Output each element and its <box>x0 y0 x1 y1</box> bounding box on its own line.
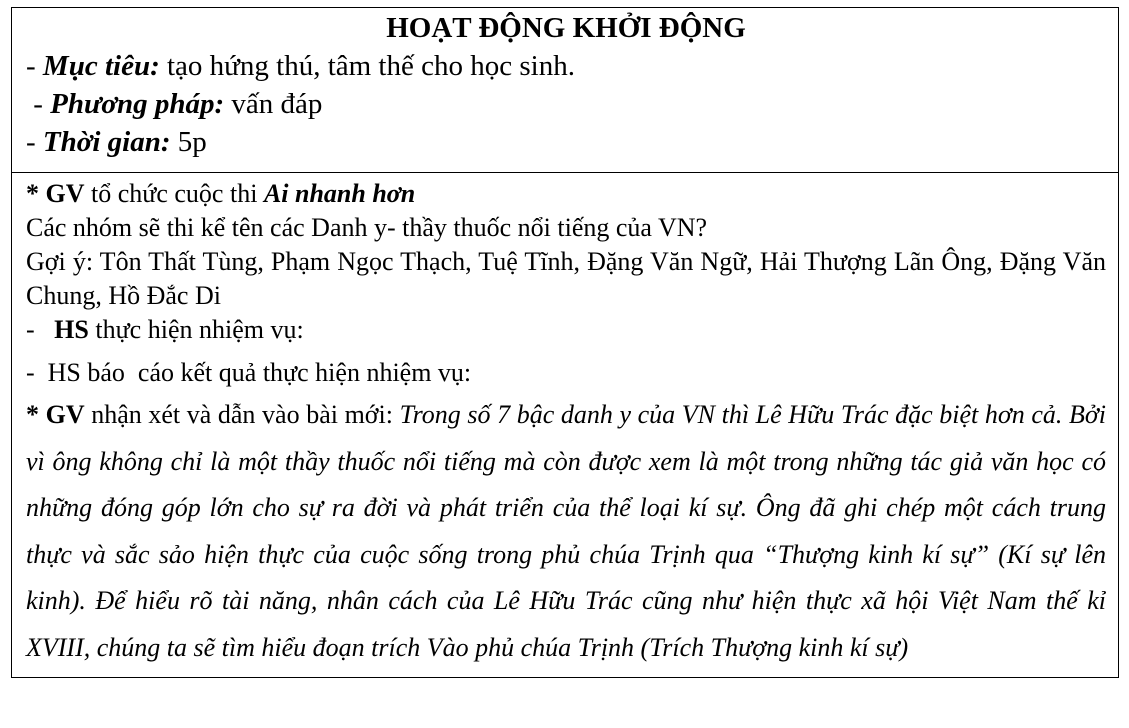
method-value: vấn đáp <box>224 88 323 120</box>
comment-teacher-label: GV <box>45 400 85 429</box>
comment-italic-text: Trong số 7 bậc danh y của VN thì Lê Hữu Trác đặc biệt hơn cả. Bởi vì ông không chỉ là một thầy thuốc nổi tiếng mà còn được xem là một trong những tác giả văn học có những đóng góp lớn cho sự ra đời và phát triển của thể loại kí sự. Ông đã ghi chép một cách trung thực và sắc sảo hiện thực của cuộc sống trong phủ chúa Trịnh qua “Thượng kinh kí sự” (Kí sự lên kinh). Để hiểu rõ tài năng, nhân cách của Lê Hữu Trác cũng như hiện thực xã hội Việt Nam thế kỉ XVIII, chúng ta sẽ tìm hiểu đoạn trích Vào phủ chúa Trịnh (Trích Thượng kinh kí sự) <box>26 400 1106 662</box>
contest-name: Ai nhanh hơn <box>263 179 416 208</box>
method-label: Phương pháp: <box>50 88 225 120</box>
objective-value: tạo hứng thú, tâm thế cho học sinh. <box>159 50 575 82</box>
contest-prefix: * <box>26 179 46 208</box>
teacher-comment-paragraph <box>26 392 1106 671</box>
objectives-cell <box>12 8 1118 173</box>
objective-line: - Mục tiêu: tạo hứng thú, tâm thế cho học sinh. <box>26 50 575 82</box>
time-label: Thời gian: <box>42 126 171 158</box>
time-value: 5p <box>170 126 207 158</box>
contest-text: tổ chức cuộc thi <box>84 179 264 208</box>
student-label: HS <box>54 315 89 344</box>
method-line: - Phương pháp: vấn đáp <box>26 88 323 120</box>
time-line: - Thời gian: 5p <box>26 126 207 158</box>
student-task-text: thực hiện nhiệm vụ: <box>88 315 304 344</box>
teacher-label: GV <box>45 179 85 208</box>
activities-cell <box>12 173 1118 677</box>
contest-line <box>26 177 1106 211</box>
comment-text: nhận xét và dẫn vào bài mới: <box>84 400 400 429</box>
section-title: HOẠT ĐỘNG KHỞI ĐỘNG <box>386 12 746 44</box>
report-line: - HS báo cáo kết quả thực hiện nhiệm vụ: <box>26 358 472 387</box>
lesson-table <box>11 7 1119 678</box>
student-prefix: - <box>26 315 55 344</box>
task-line: Các nhóm sẽ thi kể tên các Danh y- thầy thuốc nổi tiếng của VN? <box>26 213 708 242</box>
comment-prefix: * <box>26 400 46 429</box>
student-task-line <box>26 313 1106 347</box>
objective-label: Mục tiêu: <box>42 50 160 82</box>
hint-line: Gợi ý: Tôn Thất Tùng, Phạm Ngọc Thạch, Tuệ Tĩnh, Đặng Văn Ngữ, Hải Thượng Lãn Ông, Đặng Văn Chung, Hồ Đắc Di <box>26 247 1106 310</box>
